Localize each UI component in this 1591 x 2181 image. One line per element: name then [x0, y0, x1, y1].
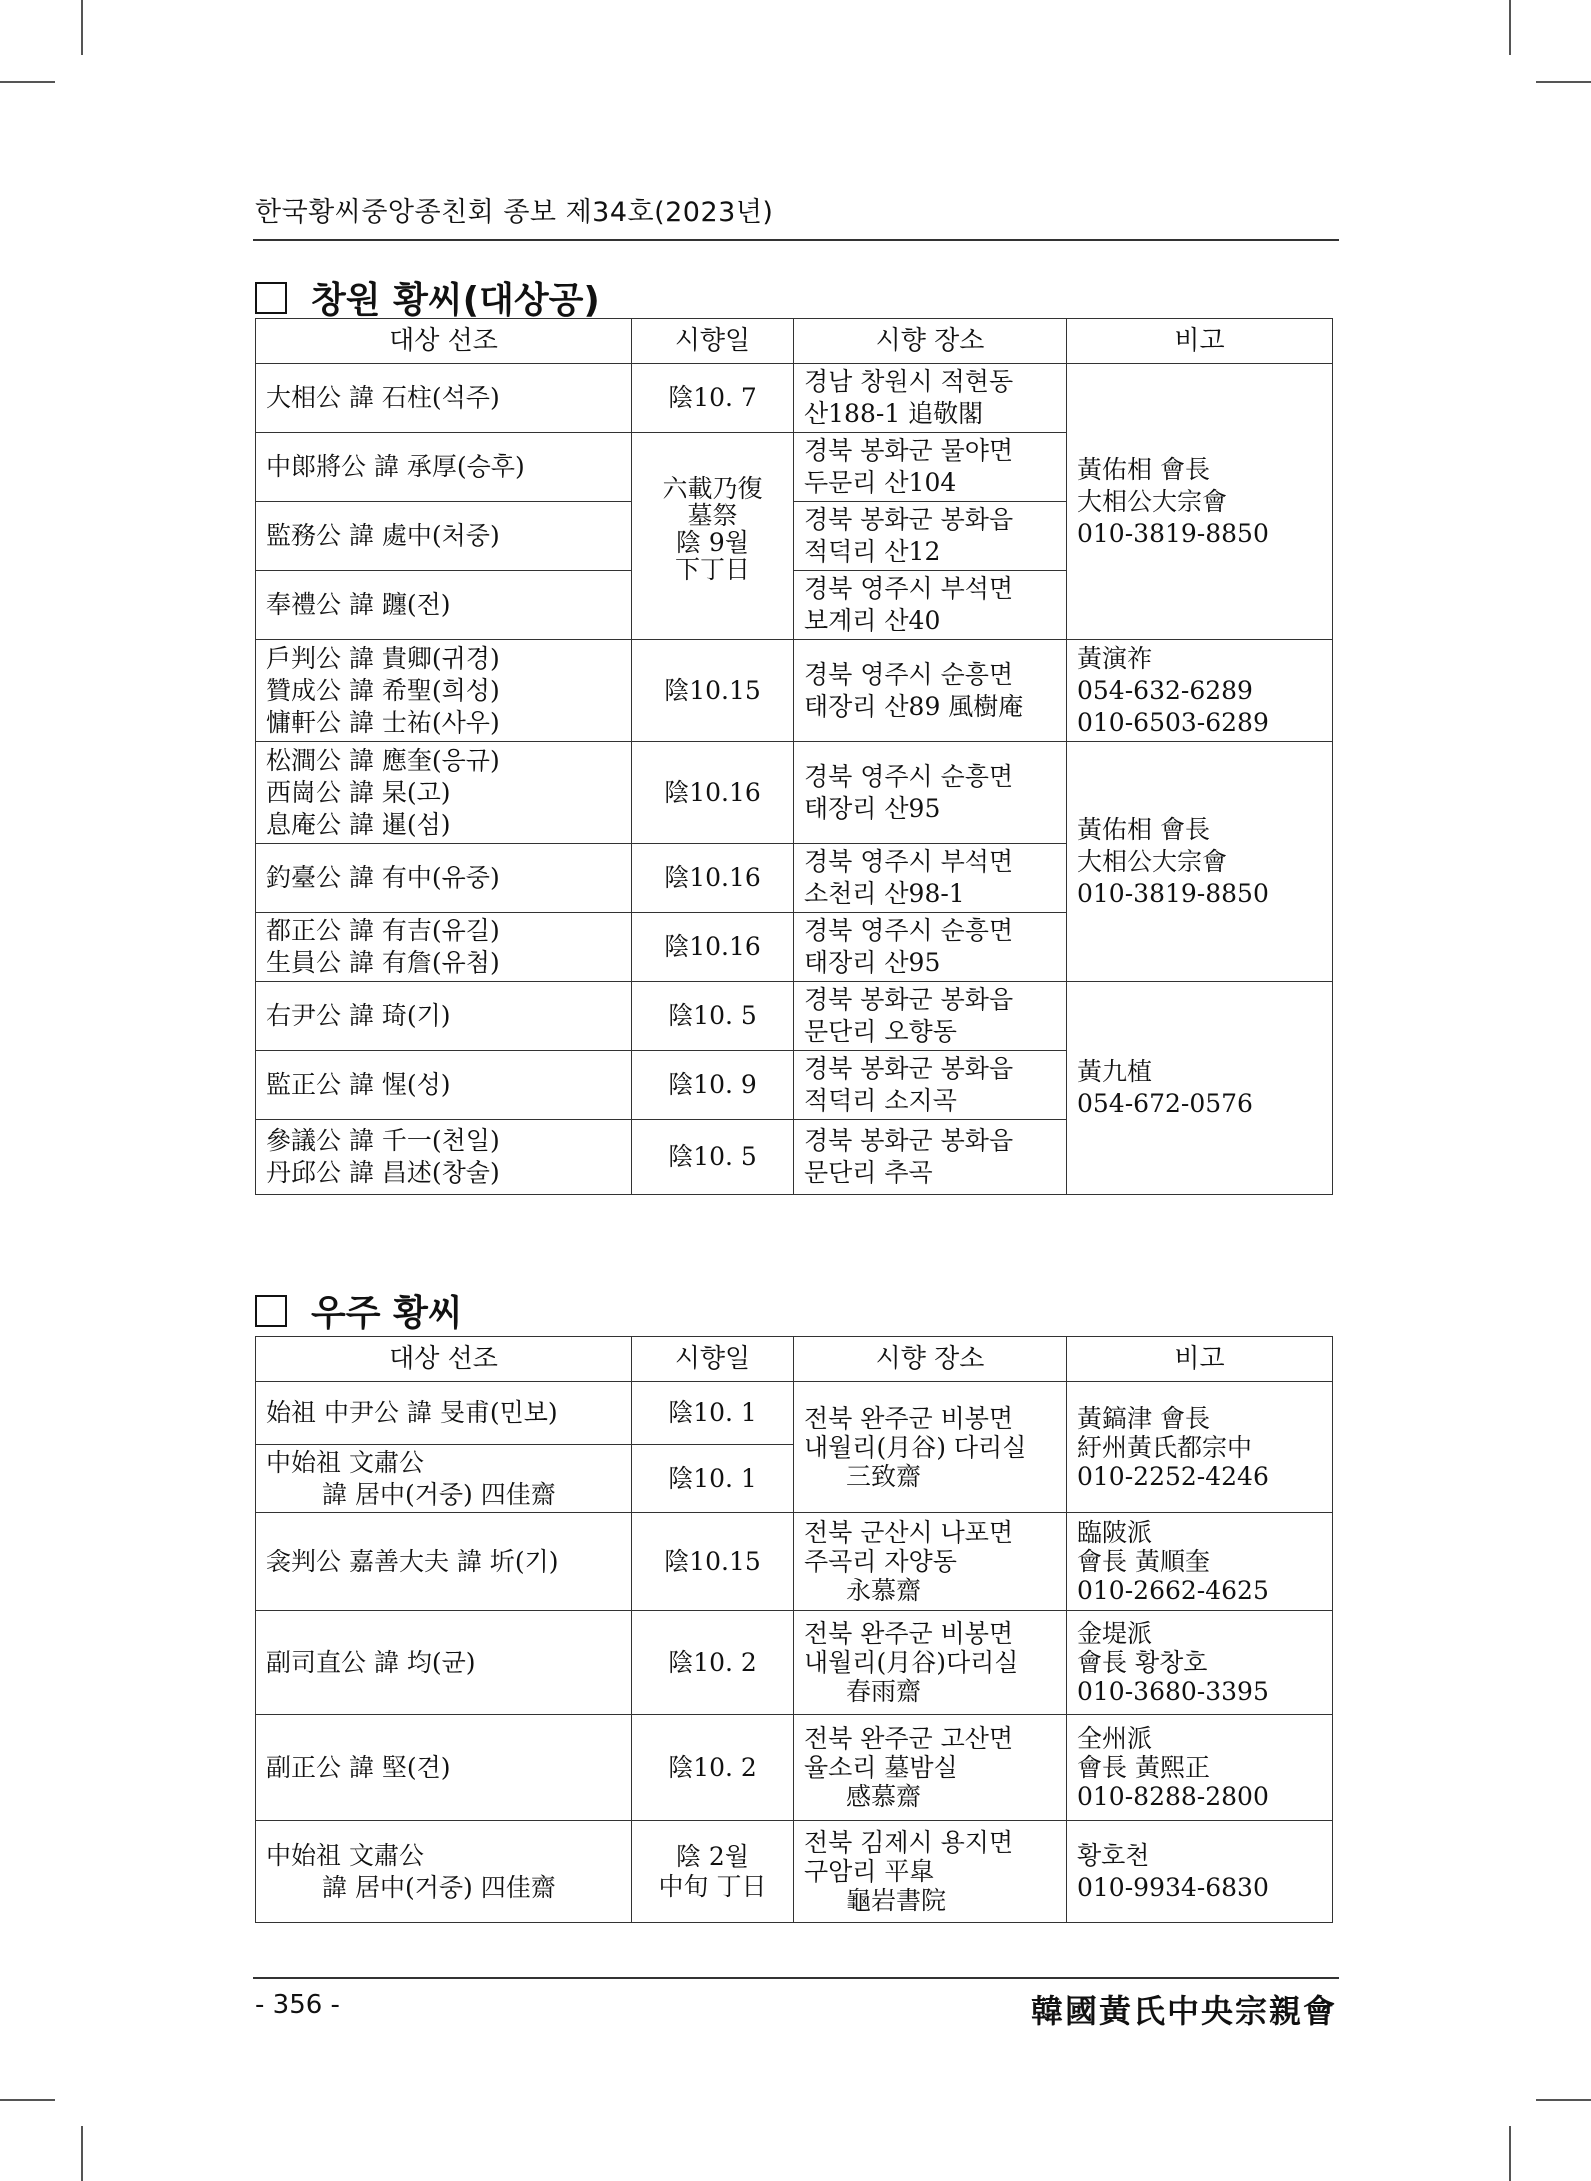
- page-number: - 356 -: [255, 1990, 340, 2020]
- table-row: 釣臺公 諱 有中(유중) 陰10.16 경북 영주시 부석면 소천리 산98-1: [256, 844, 1333, 913]
- section-2-table: [255, 1336, 1333, 1923]
- table-header-row: [256, 1337, 1333, 1382]
- crop-mark: [81, 2126, 83, 2181]
- note-cell: 全州派 會長 黃熙正 010-8288-2800: [1067, 1715, 1333, 1821]
- note-cell: 黃九植 054-672-0576: [1067, 982, 1333, 1195]
- col-header-date: 시향일: [632, 1337, 794, 1382]
- col-header-note: 비고: [1067, 1337, 1333, 1382]
- section-1-title-text: 창원 황씨(대상공): [311, 280, 600, 321]
- note-cell: 臨陂派 會長 黃順奎 010-2662-4625: [1067, 1513, 1333, 1611]
- table-row: 衾判公 嘉善大夫 諱 圻(기) 陰10.15 전북 군산시 나포면 주곡리 자양동 永慕齋 臨陂派 會長 黃順奎 010-2662-4625: [256, 1513, 1333, 1611]
- table-row: 戶判公 諱 貴卿(귀경) 贊成公 諱 希聖(희성) 慵軒公 諱 士祐(사우) 陰10.15 경북 영주시 순흥면 태장리 산89 風樹庵 黃演祚 054-632-6289 010-6503-6289: [256, 640, 1333, 742]
- crop-mark: [1536, 81, 1591, 83]
- note-cell: 黃佑相 會長 大相公大宗會 010-3819-8850: [1067, 742, 1333, 982]
- note-cell: 황호천 010-9934-6830: [1067, 1821, 1333, 1923]
- header-rule: [253, 239, 1339, 241]
- table-row: 大相公 諱 石柱(석주) 陰10. 7 경남 창원시 적현동 산188-1 追敬閣 黃佑相 會長 大相公大宗會 010-3819-8850: [256, 364, 1333, 433]
- table-row: 中始祖 文肅公 諱 居中(거중) 四佳齋 陰10. 1: [256, 1445, 1333, 1513]
- table-row: 都正公 諱 有吉(유길) 生員公 諱 有詹(유첨) 陰10.16 경북 영주시 순흥면 태장리 산95: [256, 913, 1333, 982]
- section-1-title: [255, 272, 600, 323]
- crop-mark: [1509, 2126, 1511, 2181]
- note-cell: 黃鎬津 會長 紆州黃氏都宗中 010-2252-4246: [1067, 1382, 1333, 1513]
- section-2-title-text: 우주 황씨: [311, 1293, 463, 1334]
- checkbox-square-icon: [255, 1295, 287, 1327]
- table-row: 參議公 諱 千一(천일) 丹邱公 諱 昌述(창술) 陰10. 5 경북 봉화군 봉화읍 문단리 추곡: [256, 1120, 1333, 1195]
- table-row: 奉禮公 諱 躔(전) 경북 영주시 부석면 보계리 산40: [256, 571, 1333, 640]
- crop-mark: [1509, 0, 1511, 55]
- section-2-title: [255, 1285, 463, 1336]
- section-1-table: [255, 318, 1333, 1195]
- table-row: 松澗公 諱 應奎(응규) 西崗公 諱 杲(고) 息庵公 諱 暹(섬) 陰10.16 경북 영주시 순흥면 태장리 산95 黃佑相 會長 大相公大宗會 010-3819-8850: [256, 742, 1333, 844]
- col-header-ancestor: 대상 선조: [256, 1337, 632, 1382]
- table-row: 監正公 諱 惺(성) 陰10. 9 경북 봉화군 봉화읍 적덕리 소지곡: [256, 1051, 1333, 1120]
- col-header-place: 시향 장소: [794, 319, 1067, 364]
- merged-place-cell: 전북 완주군 비봉면 내월리(月谷) 다리실 三致齋: [794, 1382, 1067, 1513]
- col-header-ancestor: 대상 선조: [256, 319, 632, 364]
- table-header-row: [256, 319, 1333, 364]
- running-header: 한국황씨중앙종친회 종보 제34호(2023년): [255, 197, 774, 228]
- note-cell: 金堤派 會長 황창호 010-3680-3395: [1067, 1611, 1333, 1715]
- table-row: 監務公 諱 處中(처중) 경북 봉화군 봉화읍 적덕리 산12: [256, 502, 1333, 571]
- table-row: 右尹公 諱 琦(기) 陰10. 5 경북 봉화군 봉화읍 문단리 오향동 黃九植 054-672-0576: [256, 982, 1333, 1051]
- footer-rule: [253, 1977, 1339, 1979]
- merged-date-cell: 六載乃復 墓祭 陰 9월 下丁日: [632, 433, 794, 640]
- table-row: 中郞將公 諱 承厚(승후) 六載乃復 墓祭 陰 9월 下丁日 경북 봉화군 물야면 두문리 산104: [256, 433, 1333, 502]
- note-cell: 黃演祚 054-632-6289 010-6503-6289: [1067, 640, 1333, 742]
- table-row: 始祖 中尹公 諱 旻甫(민보) 陰10. 1 전북 완주군 비봉면 내월리(月谷) 다리실 三致齋 黃鎬津 會長 紆州黃氏都宗中 010-2252-4246: [256, 1382, 1333, 1445]
- col-header-date: 시향일: [632, 319, 794, 364]
- col-header-note: 비고: [1067, 319, 1333, 364]
- col-header-place: 시향 장소: [794, 1337, 1067, 1382]
- footer-org-name: 韓國黃氏中央宗親會: [1030, 1992, 1337, 2030]
- crop-mark: [0, 2099, 55, 2101]
- crop-mark: [81, 0, 83, 55]
- table-row: 副正公 諱 堅(견) 陰10. 2 전북 완주군 고산면 율소리 墓밤실 感慕齋 全州派 會長 黃熙正 010-8288-2800: [256, 1715, 1333, 1821]
- table-row: 中始祖 文肅公 諱 居中(거중) 四佳齋 陰 2월 中旬 丁日 전북 김제시 용지면 구암리 平皐 龜岩書院 황호천 010-9934-6830: [256, 1821, 1333, 1923]
- crop-mark: [0, 81, 55, 83]
- checkbox-square-icon: [255, 282, 287, 314]
- table-row: 副司直公 諱 均(균) 陰10. 2 전북 완주군 비봉면 내월리(月谷)다리실 春雨齋 金堤派 會長 황창호 010-3680-3395: [256, 1611, 1333, 1715]
- note-cell: 黃佑相 會長 大相公大宗會 010-3819-8850: [1067, 364, 1333, 640]
- crop-mark: [1536, 2099, 1591, 2101]
